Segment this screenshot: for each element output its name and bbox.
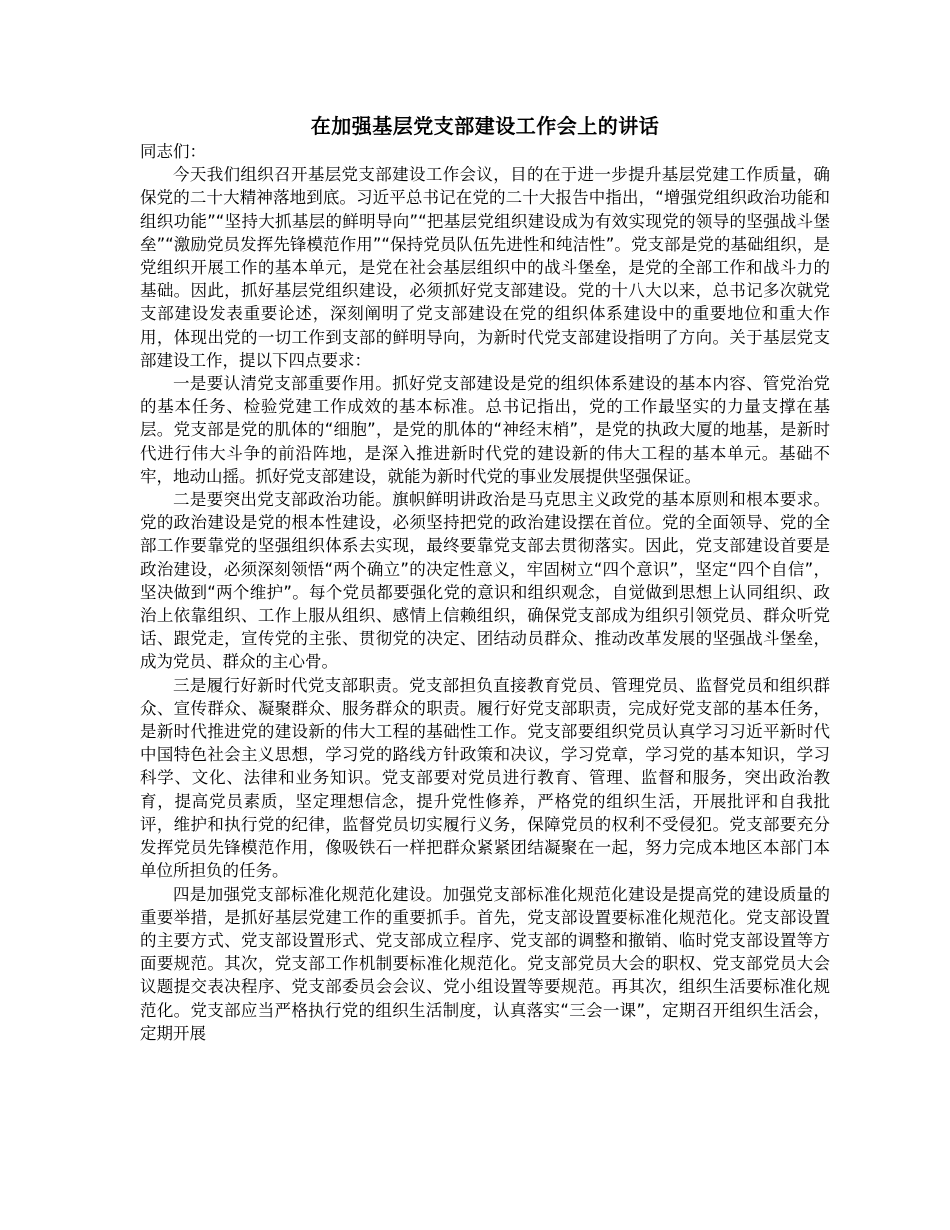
paragraph-point-four: 四是加强党支部标准化规范化建设。加强党支部标准化规范化建设是提高党的建设质量的重要举措，是抓好基层党建工作的重要抓手。首先，党支部设置要标准化规范化。党支部设置的主要方式、党支部设置形式、党支部成立程序、党支部的调整和撤销、临时党支部设置等方面要规范。其次，党支部工作机制要标准化规范化。党支部党员大会的职权、党支部党员大会议题提交表决程序、党支部委员会会议、党小组设置等要规范。再其次，组织生活要标准化规范化。党支部应当严格执行党的组织生活制度，认真落实“三会一课”，定期召开组织生活会，定期开展 <box>140 884 830 1043</box>
paragraph-point-two: 二是要突出党支部政治功能。旗帜鲜明讲政治是马克思主义政党的基本原则和根本要求。党的政治建设是党的根本性建设，必须坚持把党的政治建设摆在首位。党的全面领导、党的全部工作要靠党的坚强组织体系去实现，最终要靠党支部去贯彻落实。因此，党支部建设首要是政治建设，必须深刻领悟“两个确立”的决定性意义，牢固树立“四个意识”，坚定“四个自信”，坚决做到“两个维护”。每个党员都要强化党的意识和组织观念，自觉做到思想上认同组织、政治上依靠组织、工作上服从组织、感情上信赖组织，确保党支部成为组织引领党员、群众听党话、跟党走，宣传党的主张、贯彻党的决定、团结动员群众、推动改革发展的坚强战斗堡垒，成为党员、群众的主心骨。 <box>140 490 830 672</box>
paragraph-intro: 今天我们组织召开基层党支部建设工作会议，目的在于进一步提升基层党建工作质量，确保党的二十大精神落地到底。习近平总书记在党的二十大报告中指出，“增强党组织政治功能和组织功能”“坚持大抓基层的鲜明导向”“把基层党组织建设成为有效实现党的领导的坚强战斗堡垒”“激励党员发挥先锋模范作用”“保持党员队伍先进性和纯洁性”。党支部是党的基础组织，是党组织开展工作的基本单元，是党在社会基层组织中的战斗堡垒，是党的全部工作和战斗力的基础。因此，抓好基层党组织建设，必须抓好党支部建设。党的十八大以来，总书记多次就党支部建设发表重要论述，深刻阐明了党支部建设在党的组织体系建设中的重要地位和重大作用，体现出党的一切工作到支部的鲜明导向，为新时代党支部建设指明了方向。关于基层党支部建设工作，提以下四点要求： <box>140 165 830 370</box>
paragraph-point-one: 一是要认清党支部重要作用。抓好党支部建设是党的组织体系建设的基本内容、管党治党的基本任务、检验党建工作成效的基本标准。总书记指出，党的工作最坚实的力量支撑在基层。党支部是党的肌体的“细胞”，是党的肌体的“神经末梢”，是党的执政大厦的地基，是新时代进行伟大斗争的前沿阵地，是深入推进新时代党的建设新的伟大工程的基本单元。基础不牢，地动山摇。抓好党支部建设，就能为新时代党的事业发展提供坚强保证。 <box>140 374 830 486</box>
salutation: 同志们： <box>140 142 206 161</box>
document-body <box>140 112 830 1045</box>
paragraph-point-three: 三是履行好新时代党支部职责。党支部担负直接教育党员、管理党员、监督党员和组织群众、宣传群众、凝聚群众、服务群众的职责。履行好党支部职责，完成好党支部的基本任务，是新时代推进党的建设新的伟大工程的基础性工作。党支部要组织党员认真学习习近平新时代中国特色社会主义思想，学习党的路线方针政策和决议，学习党章，学习党的基本知识，学习科学、文化、法律和业务知识。党支部要对党员进行教育、管理、监督和服务，突出政治教育，提高党员素质，坚定理想信念，提升党性修养，严格党的组织生活，开展批评和自我批评，维护和执行党的纪律，监督党员切实履行义务，保障党员的权利不受侵犯。党支部要充分发挥党员先锋模范作用，像吸铁石一样把群众紧紧团结凝聚在一起，努力完成本地区本部门本单位所担负的任务。 <box>140 675 830 881</box>
document-title: 在加强基层党支部建设工作会上的讲话 <box>310 114 660 138</box>
